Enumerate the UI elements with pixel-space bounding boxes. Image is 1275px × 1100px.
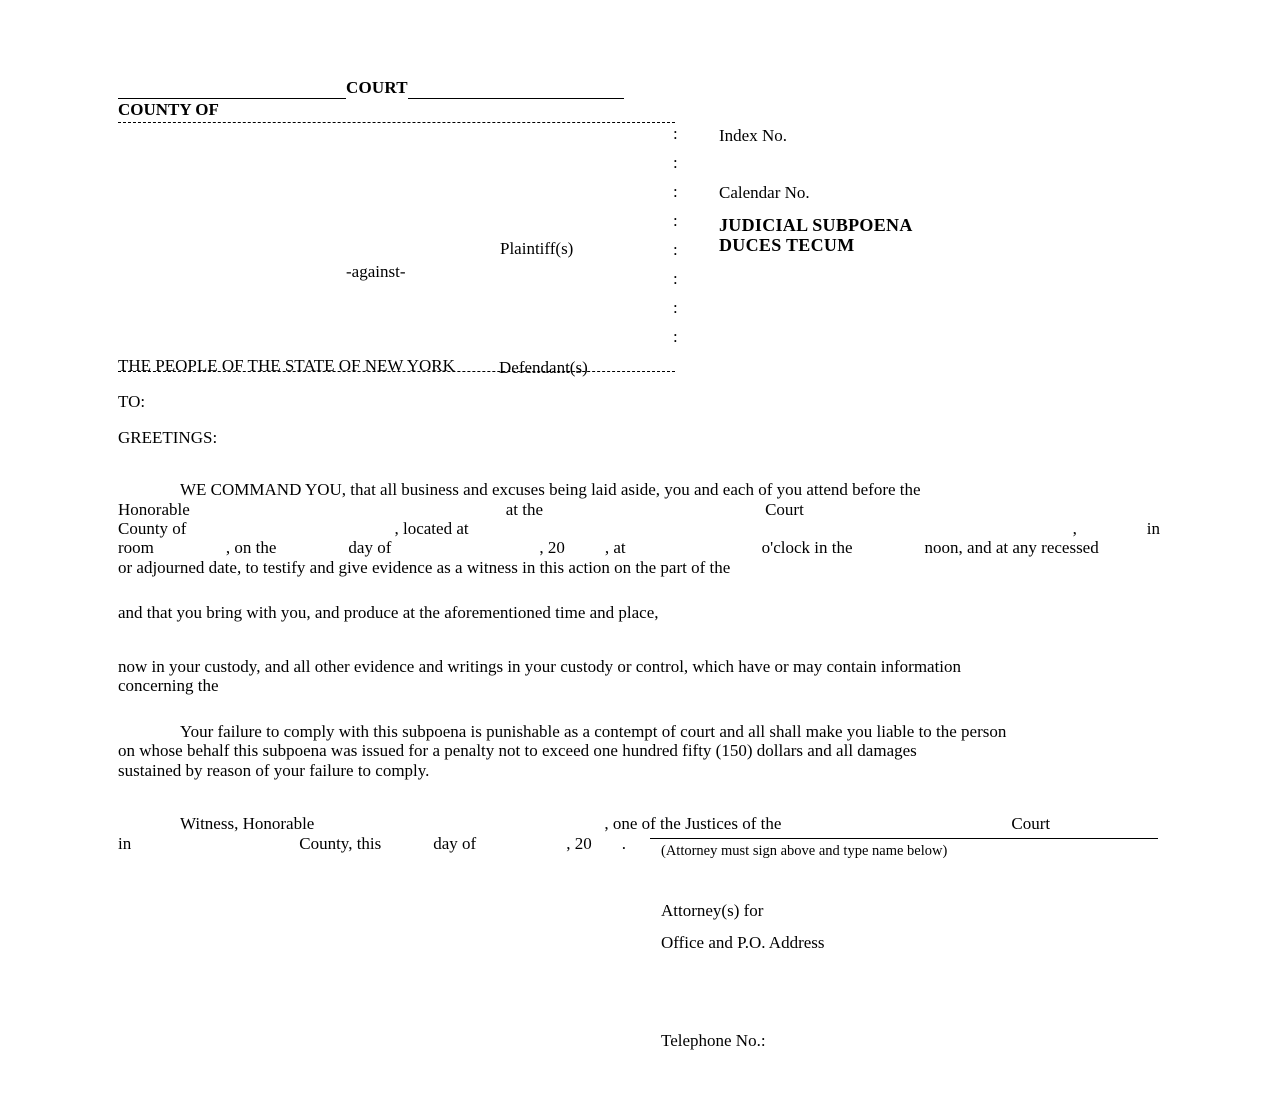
command-line-2: [118, 500, 1160, 520]
on-the-label: , on the: [225, 538, 277, 557]
caption-colon: :: [673, 211, 678, 230]
signature-note: (Attorney must sign above and type name below): [661, 843, 948, 859]
document-body: [118, 356, 1160, 853]
day-of-label: day of: [348, 538, 392, 557]
spacer: [118, 464, 1160, 480]
one-of-justices-label: , one of the Justices of the: [604, 814, 782, 833]
witness-year-prefix: , 20: [566, 833, 592, 853]
county-header-line: [118, 100, 1160, 120]
to-label: TO:: [118, 392, 146, 411]
year-prefix-label: , 20: [539, 538, 565, 557]
room-label: room: [118, 538, 154, 557]
county-label: COUNTY OF: [118, 100, 219, 119]
oclock-label: o'clock in the: [761, 538, 853, 557]
command-line-3: [118, 519, 1160, 539]
signature-block: [650, 838, 1158, 1051]
index-no-label: Index No.: [719, 126, 787, 145]
court-name-blank: [118, 78, 346, 99]
command-line-5: or adjourned date, to testify and give evidence as a witness in this action on the part of the: [118, 557, 731, 577]
attorney-for-label: Attorney(s) for: [661, 901, 764, 920]
caption-bottom-divider: [118, 371, 675, 372]
caption-colon: :: [673, 327, 678, 346]
command-line-4: [118, 538, 1160, 558]
witness-line-1: [118, 814, 1160, 834]
county-name-blank: [219, 100, 223, 119]
signature-rule: [650, 838, 1158, 839]
custody-line-2: concerning the: [118, 676, 219, 695]
spacer: [118, 696, 1160, 722]
defendant-label: Defendant(s): [499, 358, 588, 377]
subpoena-form: [118, 78, 1160, 853]
command-line-1: WE COMMAND YOU, that all business and excuses being laid aside, you and each of you attend before the: [180, 480, 921, 499]
calendar-no-label: Calendar No.: [719, 183, 810, 202]
against-label: -against-: [346, 262, 406, 281]
greetings-label: GREETINGS:: [118, 428, 218, 447]
at-the-label: at the: [505, 499, 544, 519]
telephone-label: Telephone No.:: [661, 1031, 766, 1050]
office-address-label: Office and P.O. Address: [661, 933, 825, 952]
people-of-state-line: THE PEOPLE OF THE STATE OF NEW YORK: [118, 356, 455, 375]
command-line-3-tail: in: [1146, 518, 1160, 538]
court-type-blank: [408, 78, 624, 99]
failure-line-2: on whose behalf this subpoena was issued for a penalty not to exceed one hundred fifty (150) dollars and all damages: [118, 741, 917, 760]
located-at-label: , located at: [394, 519, 469, 538]
court-word-label: Court: [765, 499, 804, 519]
at-label: , at: [604, 538, 626, 557]
failure-line-1: Your failure to comply with this subpoena is punishable as a contempt of court and all shall make you liable to the person: [180, 721, 1007, 741]
failure-line-3: sustained by reason of your failure to comply.: [118, 760, 430, 780]
caption-colon: :: [673, 153, 678, 172]
caption-colon: :: [673, 298, 678, 317]
caption-colon: :: [673, 124, 678, 143]
plaintiff-label: Plaintiff(s): [500, 239, 574, 258]
witness-day-of-label: day of: [433, 833, 477, 853]
county-of-label: County of: [118, 519, 187, 538]
court-header-line: [118, 78, 1160, 99]
county-this-label: County, this: [299, 833, 382, 853]
witness-court-label: Court: [1011, 814, 1051, 833]
noon-label: noon, and at any recessed: [924, 538, 1099, 557]
document-title-line2: DUCES TECUM: [719, 235, 855, 255]
produce-line: and that you bring with you, and produce at the aforementioned time and place,: [118, 603, 659, 622]
in-label: in: [118, 833, 132, 853]
custody-line-1: now in your custody, and all other evidence and writings in your custody or control, which have or may contain information: [118, 656, 962, 676]
honorable-label: Honorable: [118, 499, 190, 519]
witness-period: .: [621, 833, 626, 853]
court-label: COURT: [346, 78, 408, 97]
caption-colon: :: [673, 182, 678, 201]
comma-mark: ,: [1072, 519, 1077, 538]
document-title-line1: JUDICIAL SUBPOENA: [719, 215, 913, 235]
spacer: [118, 623, 1160, 657]
spacer: [118, 780, 1160, 814]
witness-honorable-label: Witness, Honorable: [180, 814, 315, 833]
spacer: [118, 577, 1160, 603]
caption-colon: :: [673, 240, 678, 259]
caption-colon: :: [673, 269, 678, 288]
